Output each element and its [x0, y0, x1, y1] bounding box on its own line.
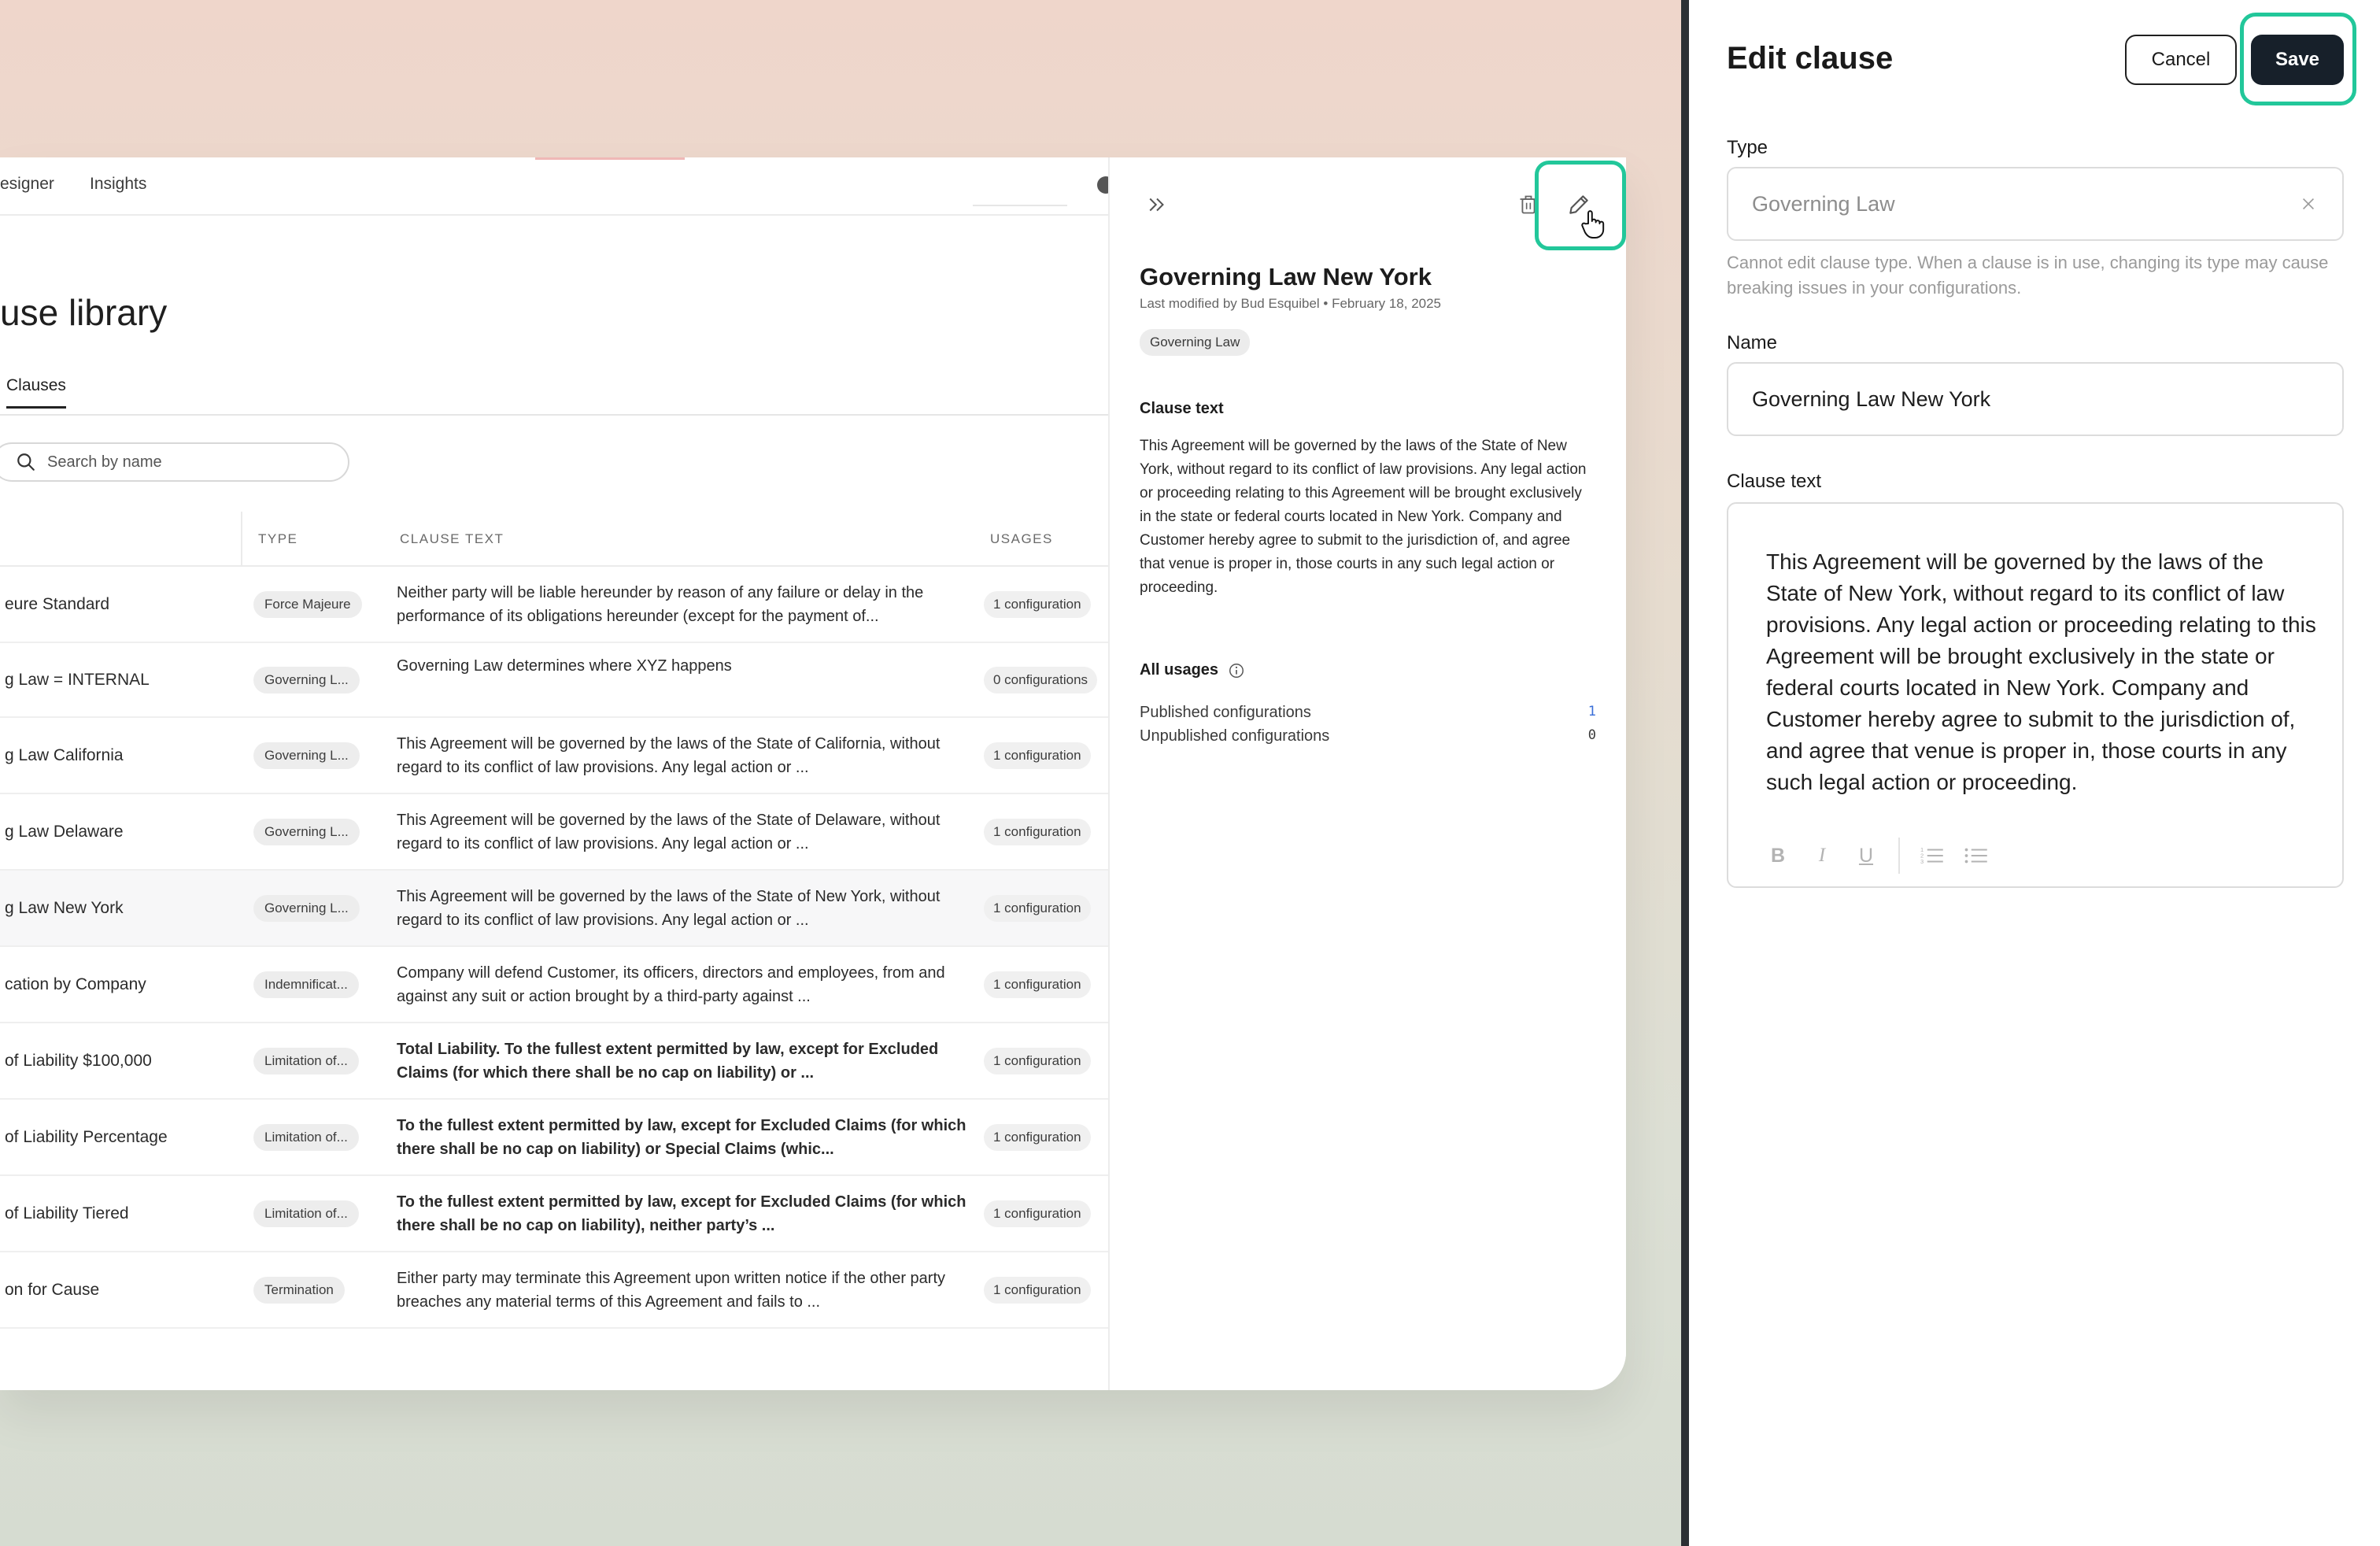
clause-text: To the fullest extent permitted by law, except for Excluded Claims (for which there shall be no cap on liability), neither party’s ...	[397, 1193, 966, 1234]
collapse-panel-icon[interactable]	[1141, 189, 1173, 220]
save-button-highlight	[2240, 13, 2356, 105]
usage-pill: 1 configuration	[984, 1048, 1091, 1074]
formatting-toolbar	[1766, 838, 2009, 874]
clause-text: Total Liability. To the fullest extent permitted by law, except for Excluded Claims (for which there shall be no cap on liability) or ...	[397, 1041, 939, 1082]
page-title: use library	[0, 292, 168, 333]
name-value: Governing Law New York	[1752, 386, 1991, 411]
usage-pill: 1 configuration	[984, 971, 1091, 998]
edit-button-highlight	[1535, 161, 1626, 250]
table-header	[0, 512, 1110, 567]
underline-button[interactable]: U	[1858, 844, 1874, 867]
clause-name: eure Standard	[5, 594, 110, 613]
name-label: Name	[1727, 332, 1778, 353]
type-pill: Governing L...	[253, 667, 360, 693]
unpublished-label: Unpublished configurations	[1140, 727, 1330, 745]
clauses-table	[0, 512, 1110, 1329]
bulleted-list-icon[interactable]	[1964, 844, 1988, 867]
type-pill: Governing L...	[253, 742, 360, 769]
column-divider	[241, 512, 242, 567]
clause-text-editor[interactable]	[1727, 502, 2344, 888]
usage-pill: 1 configuration	[984, 1200, 1091, 1227]
type-hint: Cannot edit clause type. When a clause is in use, changing its type may cause breaking issues in your configurations.	[1727, 253, 2329, 298]
clause-text-value[interactable]: This Agreement will be governed by the laws of the State of New York, without regard to its conflict of law provisions. Any legal action or proceeding relating to this Agreement will be brought exclusively in the state or federal courts located in New York. Company and Customer hereby agree to submit to the jurisdiction of, and agree that venue is proper in, those courts in any such legal action or proceeding.	[1766, 549, 2316, 794]
sheet-divider	[1681, 0, 1689, 1546]
clause-name: of Liability Percentage	[5, 1127, 168, 1146]
clause-text: This Agreement will be governed by the laws of the State of New York, without regard to its conflict of law provisions. Any legal action or ...	[397, 888, 941, 929]
svg-text:2: 2	[1920, 852, 1924, 860]
nav-active-indicator	[535, 157, 685, 160]
cancel-button[interactable]: Cancel	[2125, 35, 2237, 85]
published-count[interactable]: 1	[1587, 704, 1596, 719]
type-pill: Governing L...	[253, 895, 360, 922]
numbered-list-icon[interactable]	[1920, 844, 1944, 867]
nav-divider	[973, 205, 1067, 206]
table-row[interactable]	[0, 1100, 1110, 1176]
header-type[interactable]: TYPE	[258, 531, 298, 546]
tab-clauses[interactable]: Clauses	[6, 376, 66, 409]
usage-pill: 1 configuration	[984, 819, 1091, 845]
clause-text: Neither party will be liable hereunder by reason of any failure or delay in the performance of its obligations hereunder (except for the payment of...	[397, 584, 924, 625]
unpublished-configurations-row	[1140, 727, 1596, 745]
clause-name: g Law = INTERNAL	[5, 670, 150, 689]
clause-name: cation by Company	[5, 975, 146, 993]
table-row[interactable]	[0, 947, 1110, 1023]
table-row[interactable]	[0, 567, 1110, 643]
clause-name: g Law Delaware	[5, 822, 124, 841]
app-window	[0, 157, 1626, 1390]
published-label: Published configurations	[1140, 704, 1311, 721]
clause-text: Company will defend Customer, its officers, directors and employees, from and against any suit or action brought by a third-party against ...	[397, 964, 945, 1005]
clause-text: This Agreement will be governed by the laws of the State of California, without regard to its conflict of law provisions. Any legal action or ...	[397, 735, 941, 776]
italic-button[interactable]: I	[1818, 845, 1826, 866]
clause-name: g Law New York	[5, 898, 124, 917]
clause-text-label: Clause text	[1727, 471, 1822, 492]
table-row[interactable]	[0, 794, 1110, 871]
table-row[interactable]	[0, 1023, 1110, 1100]
clause-text: Governing Law determines where XYZ happens	[397, 657, 732, 675]
toolbar-divider	[1898, 838, 1900, 874]
type-pill: Governing L...	[253, 819, 360, 845]
top-nav	[0, 157, 1108, 216]
clause-text-body: This Agreement will be governed by the laws of the State of New York, without regard to its conflict of law provisions. Any legal action or proceeding relating to this Agreement will be brought exclusively in the state or federal courts located in New York. Company and Customer hereby agree to submit to the jurisdiction of, and agree that venue is proper in, those courts in any such legal action or proceeding.	[1140, 438, 1587, 596]
info-icon[interactable]	[1228, 662, 1245, 679]
clause-name: g Law California	[5, 745, 124, 764]
usage-pill: 1 configuration	[984, 895, 1091, 922]
clause-text: This Agreement will be governed by the laws of the State of Delaware, without regard to its conflict of law provisions. Any legal action or ...	[397, 812, 941, 853]
search-input[interactable]	[0, 442, 349, 482]
table-row[interactable]	[0, 643, 1110, 718]
clear-icon	[2298, 194, 2319, 214]
unpublished-count: 0	[1587, 727, 1596, 743]
edit-clause-sheet	[1689, 0, 2380, 1546]
header-clause-text[interactable]: CLAUSE TEXT	[400, 531, 504, 546]
table-row[interactable]	[0, 1252, 1110, 1329]
clause-name: of Liability Tiered	[5, 1204, 129, 1222]
clause-detail-panel	[1108, 157, 1626, 1390]
nav-insights[interactable]: Insights	[90, 175, 147, 193]
bold-button[interactable]: B	[1770, 844, 1786, 867]
svg-text:1: 1	[1920, 846, 1924, 853]
usage-pill: 1 configuration	[984, 742, 1091, 769]
type-badge: Governing Law	[1140, 329, 1250, 356]
table-row[interactable]	[0, 718, 1110, 794]
clause-text-heading: Clause text	[1140, 400, 1224, 417]
last-modified: Last modified by Bud Esquibel • February 18, 2025	[1140, 296, 1442, 311]
usage-pill: 1 configuration	[984, 1277, 1091, 1304]
usage-pill: 1 configuration	[984, 591, 1091, 618]
type-pill: Indemnificat...	[253, 971, 359, 998]
header-usages[interactable]: USAGES	[990, 531, 1053, 546]
clause-text: Either party may terminate this Agreement upon written notice if the other party breaches any material terms of this Agreement and fails to ...	[397, 1270, 946, 1311]
table-row[interactable]	[0, 1176, 1110, 1252]
nav-designer[interactable]: esigner	[0, 175, 54, 193]
tabs	[0, 370, 1108, 416]
search-placeholder: Search by name	[47, 453, 162, 471]
table-row-selected[interactable]	[0, 871, 1110, 947]
svg-text:3: 3	[1920, 858, 1924, 865]
type-label: Type	[1727, 137, 1768, 158]
sheet-title: Edit clause	[1727, 41, 1894, 76]
type-pill: Termination	[253, 1277, 345, 1304]
usage-pill: 0 configurations	[984, 667, 1097, 693]
usage-pill: 1 configuration	[984, 1124, 1091, 1151]
clause-name: on for Cause	[5, 1280, 100, 1299]
type-pill: Limitation of...	[253, 1200, 359, 1227]
clause-title: Governing Law New York	[1140, 263, 1432, 290]
usages-heading-label: All usages	[1140, 661, 1219, 679]
type-pill: Force Majeure	[253, 591, 362, 618]
published-configurations-row[interactable]	[1140, 704, 1596, 722]
clause-name: of Liability $100,000	[5, 1051, 152, 1070]
name-field[interactable]	[1727, 362, 2344, 436]
type-value: Governing Law	[1752, 191, 1895, 216]
usages-heading	[1140, 661, 1245, 679]
save-button[interactable]: Save	[2251, 35, 2344, 85]
search-icon	[16, 452, 36, 472]
clause-text: To the fullest extent permitted by law, except for Excluded Claims (for which there shall be no cap on liability) or Special Claims (whic...	[397, 1117, 966, 1158]
type-field	[1727, 167, 2344, 241]
type-pill: Limitation of...	[253, 1048, 359, 1074]
type-pill: Limitation of...	[253, 1124, 359, 1151]
